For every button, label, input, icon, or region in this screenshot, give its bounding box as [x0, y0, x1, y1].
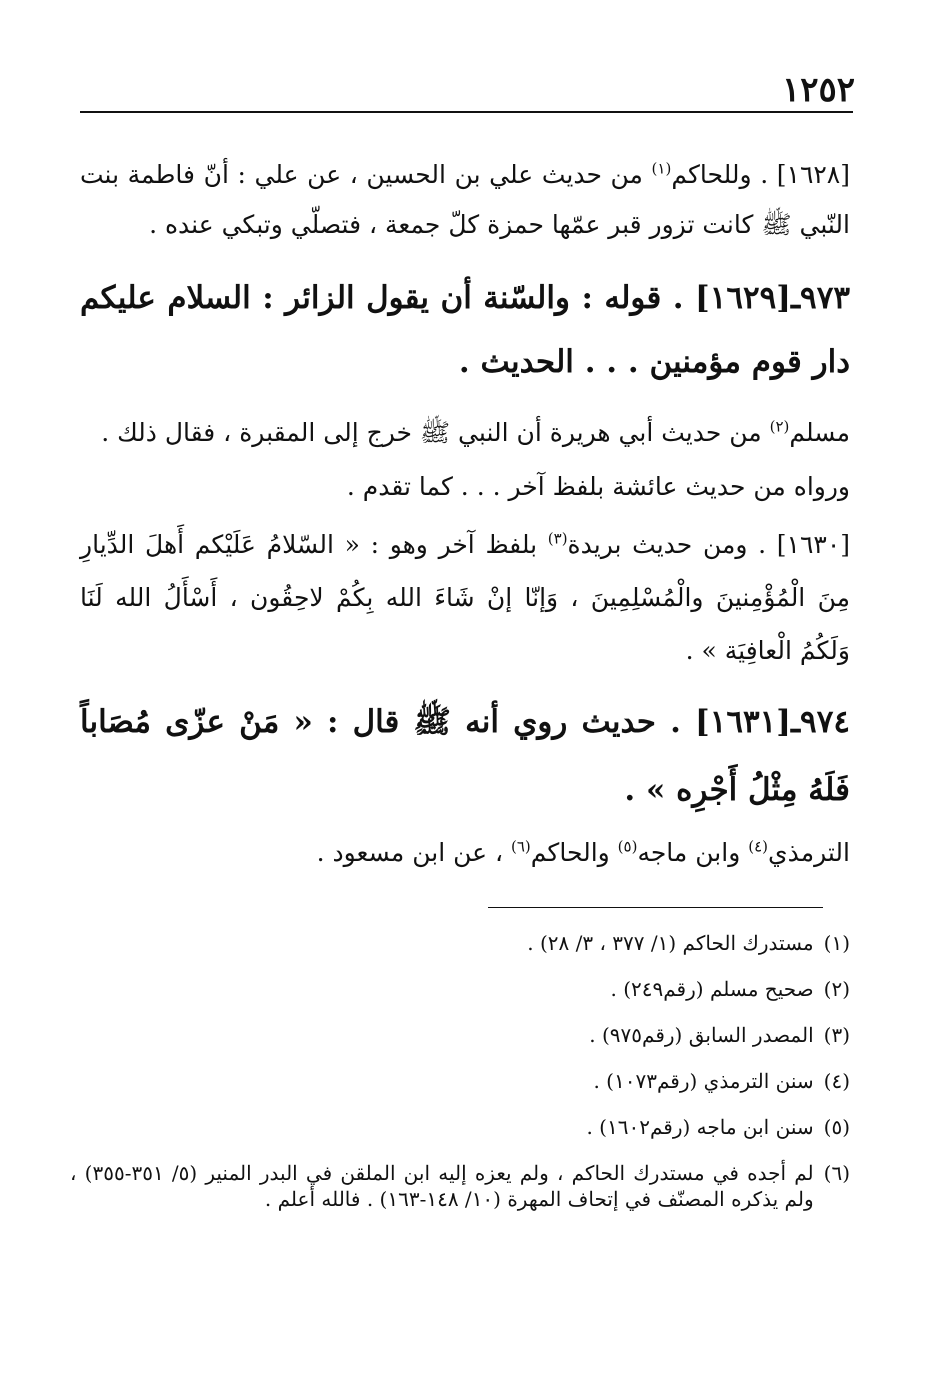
footnote-text: المصدر السابق (رقم٩٧٥) .: [589, 1023, 814, 1047]
footnote-number: (٦): [823, 1161, 850, 1185]
heading-974: ٩٧٤ـ[١٦٣١] . حديث روي أنه ﷺ قال : « مَنْ عزّى مُصَاباً فَلَهُ مِثْلُ أَجْرِه » .: [80, 704, 850, 808]
text-segment: بلفظ آخر وهو : « السّلامُ عَلَيْكم أَهلَ الدِّيارِ مِنَ الْمُؤْمِنينَ والْمُسْلِمِينَ ، وَإنّا إنْ شَاءَ الله بِكُمْ لاحِقُون ، أَسْأَلُ الله لَنَا وَلَكُمُ الْعافِيَة » .: [80, 530, 850, 665]
text-segment: من حديث أبي هريرة أن النبي ﷺ خرج إلى المقبرة ، فقال ذلك .: [101, 418, 770, 447]
footnote-ref-2: (٢): [769, 417, 790, 436]
footnote-number: (٥): [823, 1115, 850, 1139]
paragraph-tirmidhi: [80, 828, 850, 878]
footnote-4: [70, 1068, 850, 1094]
footnote-rule: [488, 907, 823, 908]
paragraph-1630: [80, 518, 850, 677]
footnote-number: (٢): [823, 977, 850, 1001]
text-segment: الترمذي: [768, 838, 850, 867]
footnote-6: [70, 1160, 850, 1212]
text-segment: ، عن ابن مسعود .: [316, 838, 511, 867]
footnote-text: مستدرك الحاكم (١/ ٣٧٧ ، ٣/ ٢٨) .: [527, 931, 814, 955]
footnote-text: صحيح مسلم (رقم٢٤٩) .: [610, 977, 814, 1001]
footnote-1: [70, 930, 850, 956]
footnote-number: (١): [823, 931, 850, 955]
paragraph-muslim: [80, 408, 850, 458]
text-segment: من حديث علي بن الحسين ، عن علي : أنّ فاطمة بنت النّبي ﷺ كانت تزور قبر عمّها حمزة كلّ جمعة ، فتصلّي وتبكي عنده .: [80, 160, 850, 239]
footnote-5: [70, 1114, 850, 1140]
footnote-text: لم أجده في مستدرك الحاكم ، ولم يعزه إليه ابن الملقن في البدر المنير (٥/ ٣٥١-٣٥٥) ، ولم يذكره المصنّف في إتحاف المهرة (١٠/ ١٤٨-١٦٣) . فالله أعلم .: [70, 1161, 814, 1211]
paragraph-1628: [80, 150, 850, 250]
footnotes-list: [70, 930, 850, 1232]
footnote-ref-4: (٤): [748, 837, 769, 856]
text-segment: مسلم: [789, 418, 850, 447]
text-segment: [١٦٣٠] . ومن حديث بريدة: [567, 530, 851, 559]
footnote-number: (٤): [823, 1069, 850, 1093]
header-rule: [80, 111, 853, 113]
footnote-ref-3: (٣): [547, 529, 568, 548]
page-number: ١٢٥٢: [781, 70, 855, 110]
footnote-ref-5: (٥): [617, 837, 638, 856]
footnote-2: [70, 976, 850, 1002]
text-segment: [١٦٢٨] . وللحاكم: [671, 160, 850, 189]
text-segment: والحاكم: [530, 838, 618, 867]
footnote-ref-6: (٦): [511, 837, 531, 856]
footnote-text: سنن الترمذي (رقم١٠٧٣) .: [593, 1069, 814, 1093]
footnote-number: (٣): [823, 1023, 850, 1047]
heading-973: ٩٧٣ـ[١٦٢٩] . قوله : والسّنة أن يقول الزائر : السلام عليكم دار قوم مؤمنين . . . الحديث .: [80, 280, 850, 380]
text-segment: وابن ماجه: [637, 838, 749, 867]
footnote-text: سنن ابن ماجه (رقم١٦٠٢) .: [586, 1115, 814, 1139]
footnote-ref-1: (١): [651, 159, 672, 178]
paragraph-aisha: ورواه من حديث عائشة بلفظ آخر . . . كما تقدم .: [346, 472, 850, 501]
footnote-3: [70, 1022, 850, 1048]
